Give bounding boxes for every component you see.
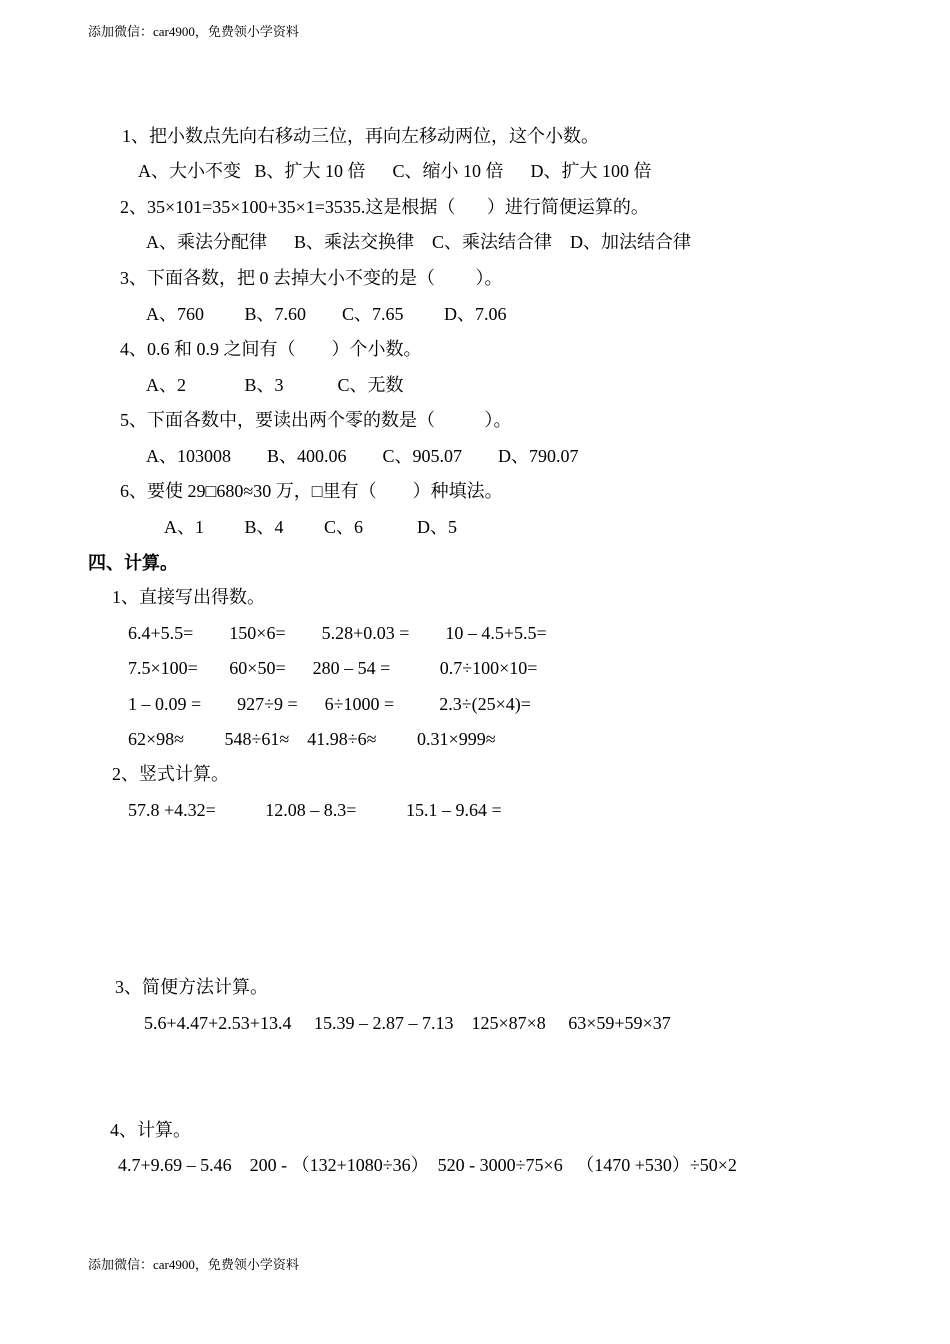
- question-4: 4、0.6 和 0.9 之间有（ ）个小数。: [120, 339, 422, 359]
- mental-math-row-3: 1 – 0.09 = 927÷9 = 6÷1000 = 2.3÷(25×4)=: [128, 694, 531, 714]
- question-2: 2、35×101=35×100+35×1=3535.这是根据（ ）进行简便运算的。: [120, 197, 649, 217]
- question-6-options: A、1 B、4 C、6 D、5: [164, 517, 458, 537]
- calc-row: 4.7+9.69 – 5.46 200 - （132+1080÷36） 520 - 3000÷75×6 （1470 +530）÷50×2: [118, 1155, 737, 1175]
- question-3: 3、下面各数，把 0 去掉大小不变的是（ ）。: [120, 268, 503, 288]
- vertical-calc-row: 57.8 +4.32= 12.08 – 8.3= 15.1 – 9.64 =: [128, 800, 502, 820]
- subsection-2-title: 2、竖式计算。: [112, 764, 229, 784]
- question-2-options: A、乘法分配律 B、乘法交换律 C、乘法结合律 D、加法结合律: [146, 232, 692, 252]
- subsection-4-title: 4、计算。: [110, 1120, 191, 1140]
- subsection-3-title: 3、简便方法计算。: [115, 977, 268, 997]
- mental-math-row-4: 62×98≈ 548÷61≈ 41.98÷6≈ 0.31×999≈: [128, 729, 496, 749]
- simplified-calc-row: 5.6+4.47+2.53+13.4 15.39 – 2.87 – 7.13 125×87×8 63×59+59×37: [144, 1013, 671, 1033]
- question-4-options: A、2 B、3 C、无数: [146, 375, 404, 395]
- page-header: 添加微信：car4900，免费领小学资料: [88, 24, 299, 39]
- question-5: 5、下面各数中，要读出两个零的数是（ ）。: [120, 410, 512, 430]
- question-3-options: A、760 B、7.60 C、7.65 D、7.06: [146, 304, 507, 324]
- question-1: 1、把小数点先向右移动三位，再向左移动两位，这个小数。: [122, 126, 599, 146]
- subsection-1-title: 1、直接写出得数。: [112, 587, 265, 607]
- section-4-heading: 四、计算。: [88, 553, 178, 573]
- question-1-options: A、大小不变 B、扩大 10 倍 C、缩小 10 倍 D、扩大 100 倍: [138, 161, 652, 181]
- mental-math-row-1: 6.4+5.5= 150×6= 5.28+0.03 = 10 – 4.5+5.5=: [128, 623, 547, 643]
- page-footer: 添加微信：car4900，免费领小学资料: [88, 1257, 299, 1272]
- mental-math-row-2: 7.5×100= 60×50= 280 – 54 = 0.7÷100×10=: [128, 658, 538, 678]
- question-5-options: A、103008 B、400.06 C、905.07 D、790.07: [146, 446, 579, 466]
- question-6: 6、要使 29□680≈30 万，□里有（ ）种填法。: [120, 481, 503, 501]
